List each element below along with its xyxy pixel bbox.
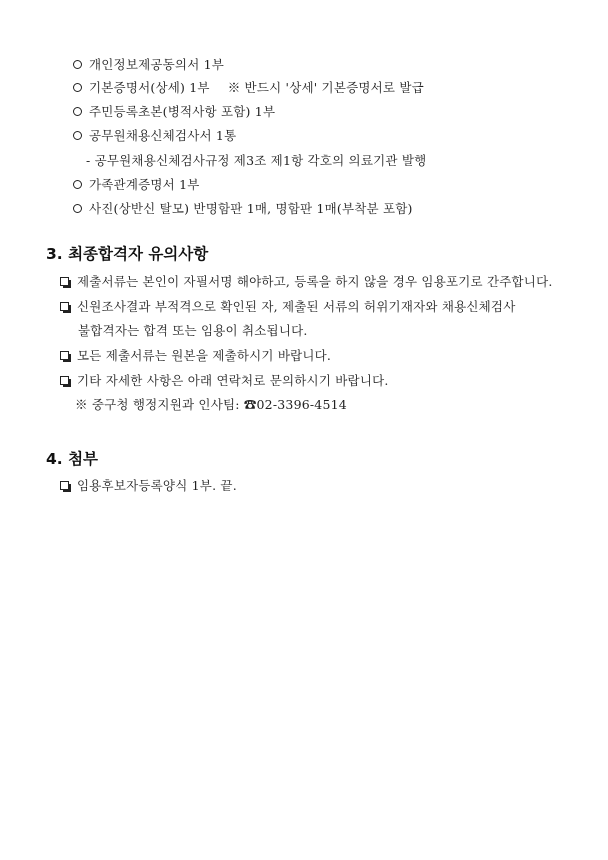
doc-item-text: 기본증명서(상세) 1부: [89, 80, 210, 95]
section-3-item: [60, 299, 515, 315]
doc-item-photo: [73, 201, 413, 217]
doc-item-text: 사진(상반신 탈모) 반명함판 1매, 명함판 1매(부착분 포함): [89, 201, 413, 216]
doc-item-resident-abstract: [73, 104, 275, 120]
section-4-item: [60, 478, 237, 494]
circle-bullet-icon: [73, 180, 82, 189]
contact-note-text: ※ 중구청 행정지원과 인사팀: ☎02-3396-4514: [75, 397, 347, 412]
section-3-item: [60, 274, 553, 290]
circle-bullet-icon: [73, 204, 82, 213]
section-3-item-text: 신원조사결과 부적격으로 확인된 자, 제출된 서류의 허위기재자와 채용신체검사: [77, 299, 516, 314]
section-3-item: [60, 373, 389, 389]
doc-item-text: 개인정보제공동의서 1부: [89, 57, 225, 72]
section-3-item-text: 모든 제출서류는 원본을 제출하시기 바랍니다.: [77, 348, 332, 363]
contact-note: [75, 397, 347, 413]
section-3-item-text: 불합격자는 합격 또는 임용이 취소됩니다.: [78, 323, 308, 338]
doc-sub-note-text: - 공무원채용신체검사규정 제3조 제1항 각호의 의료기관 발행: [86, 153, 427, 168]
section-3-heading: 3. 최종합격자 유의사항: [46, 245, 209, 263]
circle-bullet-icon: [73, 131, 82, 140]
circle-bullet-icon: [73, 83, 82, 92]
section-3-item-text: 제출서류는 본인이 자필서명 해야하고, 등록을 하지 않을 경우 임용포기로 간주합니다.: [77, 274, 553, 289]
checkbox-bullet-icon: [60, 376, 69, 385]
doc-item-note: ※ 반드시 '상세' 기본증명서로 발급: [227, 80, 424, 95]
doc-item-privacy-consent: [73, 57, 224, 73]
checkbox-bullet-icon: [60, 481, 69, 490]
checkbox-bullet-icon: [60, 351, 69, 360]
checkbox-bullet-icon: [60, 302, 69, 311]
section-3-item: [60, 348, 331, 364]
section-3-item-text: 기타 자세한 사항은 아래 연락처로 문의하시기 바랍니다.: [77, 373, 389, 388]
section-4-heading: 4. 첨부: [46, 450, 99, 468]
doc-item-text: 공무원채용신체검사서 1통: [89, 128, 237, 143]
circle-bullet-icon: [73, 60, 82, 69]
doc-item-basic-certificate: [73, 80, 424, 96]
doc-item-family-relation: [73, 177, 200, 193]
circle-bullet-icon: [73, 107, 82, 116]
doc-item-text: 주민등록초본(병적사항 포함) 1부: [89, 104, 276, 119]
doc-item-text: 가족관계증명서 1부: [89, 177, 200, 192]
doc-item-health-check: [73, 128, 236, 144]
doc-sub-note: [86, 153, 426, 169]
section-4-item-text: 임용후보자등록양식 1부. 끝.: [77, 478, 237, 493]
section-3-item-continuation: [78, 323, 308, 339]
checkbox-bullet-icon: [60, 277, 69, 286]
